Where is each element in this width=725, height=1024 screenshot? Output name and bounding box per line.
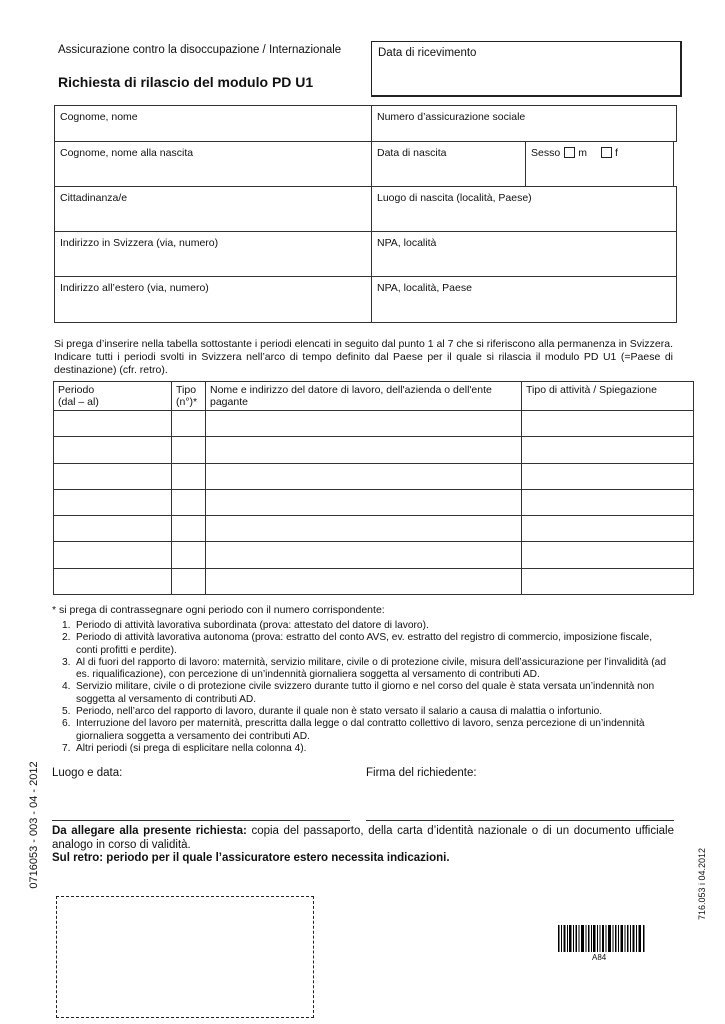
birth-name-label: Cognome, nome alla nascita [60,147,194,159]
sex-m-checkbox[interactable] [564,147,575,158]
place-date-line[interactable] [52,820,350,821]
agency-name: Assicurazione contro la disoccupazione / Internazionale [58,44,342,56]
table-row [54,411,694,437]
citizenship-label: Cittadinanza/e [60,192,128,204]
sex-m-label: m [578,147,587,159]
periods-table-header [54,382,694,411]
table-row [54,516,694,542]
table-row [54,542,694,568]
received-date-label: Data di ricevimento [378,47,477,59]
signature-line[interactable] [366,820,674,821]
birth-place-label: Luogo di nascita (località, Paese) [377,192,532,204]
address-ch-field[interactable] [54,231,372,277]
table-row [54,437,694,463]
table-row [54,489,694,515]
list-item: 4. Servizio militare, civile o di protezione civile svizzero durante tutto il giorno e nel corso del quale è stata versata un’indennità non soggetta al versamento di contributi AD. [62,681,655,705]
signature-label: Firma del richiedente: [366,767,477,779]
surname-name-label: Cognome, nome [60,111,138,123]
surname-name-field[interactable] [54,105,372,142]
retro-note: Sul retro: periodo per il quale l’assicuratore estero necessita indicazioni. [52,852,450,864]
instructions-paragraph: Si prega d’inserire nella tabella sottostante i periodi elencati in seguito dal punto 1 al 7 che si riferiscono alla permanenza in Svizzera. Indicare tutti i periodi svolti in Svizzera nell’arco di tempo definito dal Paese per il quale si rilascia il modulo PD U1 (=Paese di destinazione) (cfr. retro). [54,338,673,376]
col-header-employer: Nome e indirizzo del datore di lavoro, dell'azienda o dell'ente pagante [206,382,522,411]
address-ch-label: Indirizzo in Svizzera (via, numero) [60,237,219,249]
form-title: Richiesta di rilascio del modulo PD U1 [58,74,314,90]
col-header-activity: Tipo di attività / Spiegazione [522,382,694,411]
list-item: 3. Al di fuori del rapporto di lavoro: maternità, servizio militare, civile o di protezione civile, misura dell’assicurazione per l’invalidità (ad es. riqualificazione), con percezione di un’indennità giornaliera soggetta al versamento di contributi AD. [62,656,666,681]
barcode-icon [558,925,645,952]
table-row [54,463,694,489]
list-item: 2. Periodo di attività lavorativa autonoma (prova: estratto del conto AVS, ev. estratto del registro di commercio, imposizione fiscale, conti profitti e perdite). [62,632,653,656]
place-date-label: Luogo e data: [52,767,123,779]
npa-locality-field[interactable] [371,231,677,277]
attachments-note: Da allegare alla presente richiesta: copia del passaporto, della carta d’identità nazionale o di un documento ufficiale analogo in corso di validità. [52,825,674,851]
form-version-vertical: 716.053 i 04.2012 [697,847,707,921]
birth-name-field[interactable] [54,141,372,187]
birth-date-field[interactable] [371,141,526,187]
npa-locality-label: NPA, località [377,237,437,249]
npa-locality-country-label: NPA, località, Paese [377,282,472,294]
sex-label: Sesso [531,147,561,159]
social-number-label: Numero d’assicurazione sociale [377,111,526,123]
list-item: 7. Altri periodi (si prega di esplicitare nella colonna 4). [62,742,307,754]
barcode-text: A84 [592,953,607,962]
birth-place-field[interactable] [371,186,677,232]
citizenship-field[interactable] [54,186,372,232]
sex-f-checkbox[interactable] [601,147,612,158]
col-header-period: Periodo (dal – al) [54,382,172,411]
npa-locality-country-field[interactable] [371,276,677,323]
sex-field [525,141,674,187]
sex-f-label: f [614,147,618,159]
list-item: 5. Periodo, nell’arco del rapporto di lavoro, durante il quale non è stato versato il salario a causa di malattia o infortunio. [62,706,603,718]
col-header-type: Tipo (n°)* [172,382,206,411]
footnote-intro: * si prega di contrassegnare ogni periodo con il numero corrispondente: [52,604,385,616]
list-item: 6. Interruzione del lavoro per maternità, prescritta dalla legge o dal contratto collettivo di lavoro, senza percezione di un’indennità giornaliera soggetta a versamento dei contributi AD. [62,718,645,742]
address-abroad-label: Indirizzo all’estero (via, numero) [60,282,209,294]
stamp-box [56,896,314,1018]
address-abroad-field[interactable] [54,276,372,323]
form-code-vertical: 0716053 - 003 - 04 - 2012 [28,761,40,889]
birth-date-label: Data di nascita [377,147,447,159]
received-date-box [371,41,682,97]
social-number-field[interactable] [371,105,677,142]
footnote-list [62,620,674,755]
list-item: 1. Periodo di attività lavorativa subordinata (prova: attestato del datore di lavoro). [62,620,429,631]
table-row [54,568,694,594]
periods-table [53,381,694,595]
